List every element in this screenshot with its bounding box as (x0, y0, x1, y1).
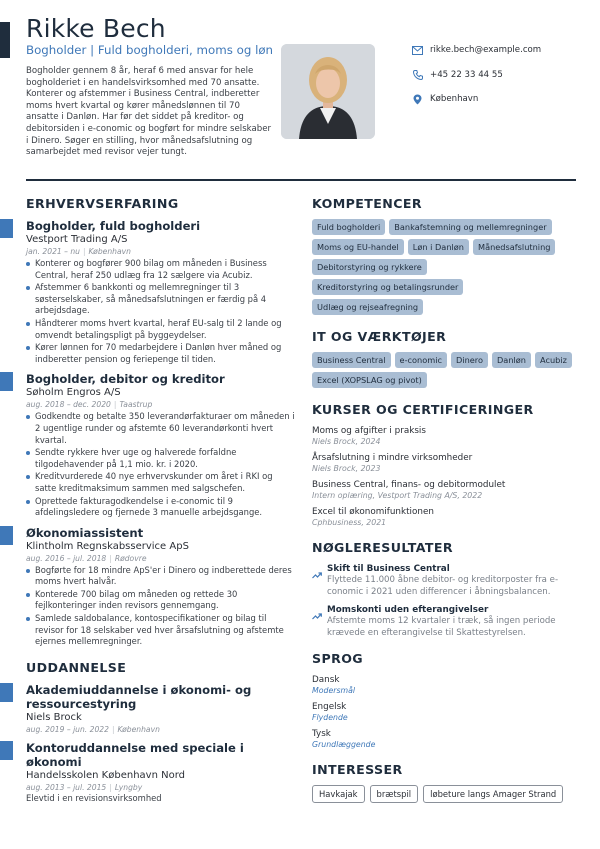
education-marker (0, 683, 13, 702)
job-bullets (26, 258, 296, 365)
language-item (312, 701, 578, 723)
location-text: København (430, 94, 479, 104)
education-school: Handelsskolen København Nord (26, 769, 185, 781)
job-bullet: Samlede saldobalance, kontospecifikationer og bilag til revisor for 18 selskaber ved hver årsafslutning og afstemte ejernes mellemregninger. (26, 613, 296, 648)
language-level: Modersmål (312, 686, 356, 696)
job-bullets (26, 411, 296, 518)
course-name: Excel til økonomifunktionen (312, 507, 434, 517)
job-entry (26, 526, 296, 648)
interests-list (312, 785, 578, 803)
job-marker (0, 372, 13, 391)
course-item (312, 506, 578, 528)
education-title: Akademiuddannelse i økonomi- og ressourcestyring (26, 682, 252, 711)
education-period: aug. 2013 – jul. 2015 (26, 782, 107, 792)
job-bullet: Håndterer moms hvert kvartal, heraf EU-salg til 2 lande og omvendt betalingspligt på byggeydelser. (26, 318, 296, 341)
contact-list (412, 44, 541, 118)
job-period: aug. 2018 – dec. 2020 (26, 400, 111, 410)
job-title: Bogholder, fuld bogholderi (26, 219, 201, 233)
skill-tag: Løn i Danløn (408, 239, 469, 255)
phone-text: +45 22 33 44 55 (430, 69, 503, 80)
course-meta: Cphbusiness, 2021 (312, 518, 387, 527)
job-period: aug. 2016 – jul. 2018 (26, 553, 107, 563)
job-title: Økonomiassistent (26, 525, 144, 540)
education-meta: aug. 2019 – jun. 2022 | København (26, 724, 160, 734)
education-meta: aug. 2013 – jul. 2015 | Lyngby (26, 782, 143, 792)
job-bullet: Godkendte og betalte 350 leverandørfakturaer om måneden i 2 ugentlige runder og afstemte 60 leverandørkonti hvert kvartal. (26, 411, 296, 446)
person-name: Rikke Bech (26, 14, 166, 43)
email-text: rikke.bech@example.com (430, 45, 542, 55)
course-name: Business Central, finans- og debitormodulet (312, 480, 506, 490)
interest-tag: løbeture langs Amager Strand (423, 785, 563, 803)
headline: Bogholder | Fuld bogholderi, moms og løn (26, 43, 274, 57)
tool-tag: Excel (XOPSLAG og pivot) (312, 372, 427, 388)
profile-photo-illustration (281, 44, 375, 139)
skill-tag: Debitorstyring og rykkere (312, 259, 427, 275)
job-location: Taastrup (119, 400, 153, 410)
course-name: Moms og afgifter i praksis (312, 426, 426, 436)
tools-tags (312, 352, 578, 388)
skill-tag: Udlæg og rejseafregning (312, 299, 423, 315)
result-title: Momskonti uden efterangivelser (327, 605, 489, 616)
tool-tag: e-conomic (395, 352, 447, 368)
job-marker (0, 526, 13, 545)
course-meta: Niels Brock, 2024 (312, 437, 381, 446)
left-column (26, 196, 296, 810)
job-entry (26, 219, 296, 365)
job-marker (0, 219, 13, 238)
job-entry (26, 372, 296, 518)
language-level: Flydende (312, 713, 348, 723)
skill-tag: Moms og EU-handel (312, 239, 404, 255)
result-item (312, 604, 578, 639)
job-title: Bogholder, debitor og kreditor (26, 372, 225, 387)
education-location: Lyngby (114, 782, 143, 792)
interest-tag: Havkajak (312, 785, 365, 803)
results-heading: NØGLERESULTATER (312, 540, 454, 555)
job-meta: aug. 2018 – dec. 2020 | Taastrup (26, 400, 153, 410)
education-entry (26, 683, 296, 735)
result-title: Skift til Business Central (327, 564, 450, 574)
header-divider (26, 179, 576, 181)
languages-heading: SPROG (312, 651, 364, 667)
education-location: København (117, 724, 160, 734)
education-heading: UDDANNELSE (26, 659, 127, 675)
tool-tag: Acubiz (535, 352, 572, 368)
skills-heading: KOMPETENCER (312, 196, 422, 211)
interests-heading: INTERESSER (312, 762, 403, 778)
language-item (312, 674, 578, 696)
skill-tag: Bankafstemning og mellemregninger (389, 219, 551, 235)
header-accent-bar (0, 22, 10, 58)
job-bullets (26, 565, 296, 648)
contact-phone[interactable] (412, 69, 541, 81)
education-note: Elevtid i en revisionsvirksomhed (26, 792, 162, 803)
job-bullet: Bogførte for 18 mindre ApS'er i Dinero og indberettede deres moms hvert halvår. (26, 565, 296, 588)
language-item (312, 728, 578, 750)
job-company: Søholm Engros A/S (26, 387, 121, 399)
job-bullet: Kører lønnen for 70 medarbejdere i Danløn hver måned og indberetter pension og feriepenge til tiden. (26, 342, 296, 365)
contact-email[interactable] (412, 44, 541, 56)
job-bullet: Konterer og bogfører 900 bilag om måneden i Business Central, heraf 250 udlæg fra 12 sælgere via Acubiz. (26, 258, 296, 281)
courses-list (312, 425, 578, 528)
tools-heading: IT OG VÆRKTØJER (312, 329, 447, 344)
envelope-icon (412, 45, 423, 56)
phone-icon (412, 69, 423, 80)
job-period: jan. 2021 – nu (26, 247, 80, 256)
job-location: København (88, 247, 131, 256)
skill-tag: Månedsafslutning (473, 239, 555, 255)
education-period: aug. 2019 – jun. 2022 (26, 724, 109, 734)
job-bullet: Konterede 700 bilag om måneden og rettede 30 fejlkonteringer inden revisors gennemgang. (26, 589, 296, 612)
job-company: Klintholm Regnskabsservice ApS (26, 540, 189, 552)
tool-tag: Danløn (492, 352, 531, 368)
course-name: Årsafslutning i mindre virksomheder (312, 453, 473, 463)
job-bullet: Afstemmer 6 bankkonti og mellemregninger til 3 søsterselskaber, så månedsafslutningen er færdig på 4 arbejdsdage. (26, 282, 296, 317)
education-title: Kontoruddannelse med speciale i økonomi (26, 740, 244, 769)
education-entry (26, 741, 296, 804)
profile-photo (281, 44, 375, 139)
education-marker (0, 741, 13, 760)
course-item (312, 452, 578, 474)
courses-heading: KURSER OG CERTIFICERINGER (312, 402, 534, 417)
contact-location (412, 93, 541, 105)
tool-tag: Business Central (312, 352, 391, 368)
course-meta: Intern oplæring, Vestport Trading A/S, 2022 (312, 491, 483, 500)
job-bullet: Kreditvurderede 40 nye erhvervskunder om året i RKI og satte kreditmaksimum sammen med salgschefen. (26, 471, 296, 494)
right-column (312, 196, 578, 803)
course-meta: Niels Brock, 2023 (312, 464, 381, 473)
trend-up-icon (312, 563, 322, 598)
results-list (312, 563, 578, 639)
job-meta: aug. 2016 – jul. 2018 | Rødovre (26, 553, 147, 563)
language-name: Engelsk (312, 702, 347, 713)
language-level: Grundlæggende (312, 740, 376, 750)
job-location: Rødovre (114, 553, 147, 563)
course-item (312, 425, 578, 447)
result-desc: Flyttede 11.000 åbne debitor- og kreditorposter fra e-conomic i 2021 uden differencer i åbningsbalancen. (327, 575, 559, 597)
languages-list (312, 674, 578, 750)
skill-tag: Kreditorstyring og betalingsrunder (312, 279, 463, 295)
map-pin-icon (412, 94, 423, 105)
result-item (312, 563, 578, 598)
interest-tag: brætspil (370, 785, 419, 803)
experience-heading: ERHVERVSERFARING (26, 196, 179, 211)
language-name: Tysk (312, 729, 331, 740)
trend-up-icon (312, 604, 322, 639)
education-school: Niels Brock (26, 711, 82, 723)
language-name: Dansk (312, 675, 340, 686)
job-company: Vestport Trading A/S (26, 234, 128, 245)
course-item (312, 479, 578, 501)
profile-summary: Bogholder gennem 8 år, heraf 6 med ansvar for hele bogholderiet i en handelsvirksomhed med 70 ansatte. Konterer og afstemmer i Business Central, indberetter moms hvert kvartal og kører månedslønnen til 70 ansatte i Danløn. Har før det siddet på kreditor- og debitorsiden i e-conomic og bogført for mindre selskaber i Dinero. Søger en stilling, hvor månedsafslutning og samarbejdet med revisor vejer tungt. (26, 66, 272, 158)
job-bullet: Sendte rykkere hver uge og halverede forfaldne tilgodehavender på 1,1 mio. kr. i 2020. (26, 447, 296, 470)
skill-tag: Fuld bogholderi (312, 219, 385, 235)
skills-tags (312, 219, 578, 315)
tool-tag: Dinero (451, 352, 488, 368)
job-meta: jan. 2021 – nu | København (26, 247, 131, 256)
job-bullet: Oprettede fakturagodkendelse i e-conomic til 9 afdelingsledere og fjernede 3 manuelle arbejdsgange. (26, 496, 296, 519)
result-desc: Afstemte moms 12 kvartaler i træk, så ingen periode krævede en efterangivelse til Skattestyrelsen. (327, 616, 556, 638)
